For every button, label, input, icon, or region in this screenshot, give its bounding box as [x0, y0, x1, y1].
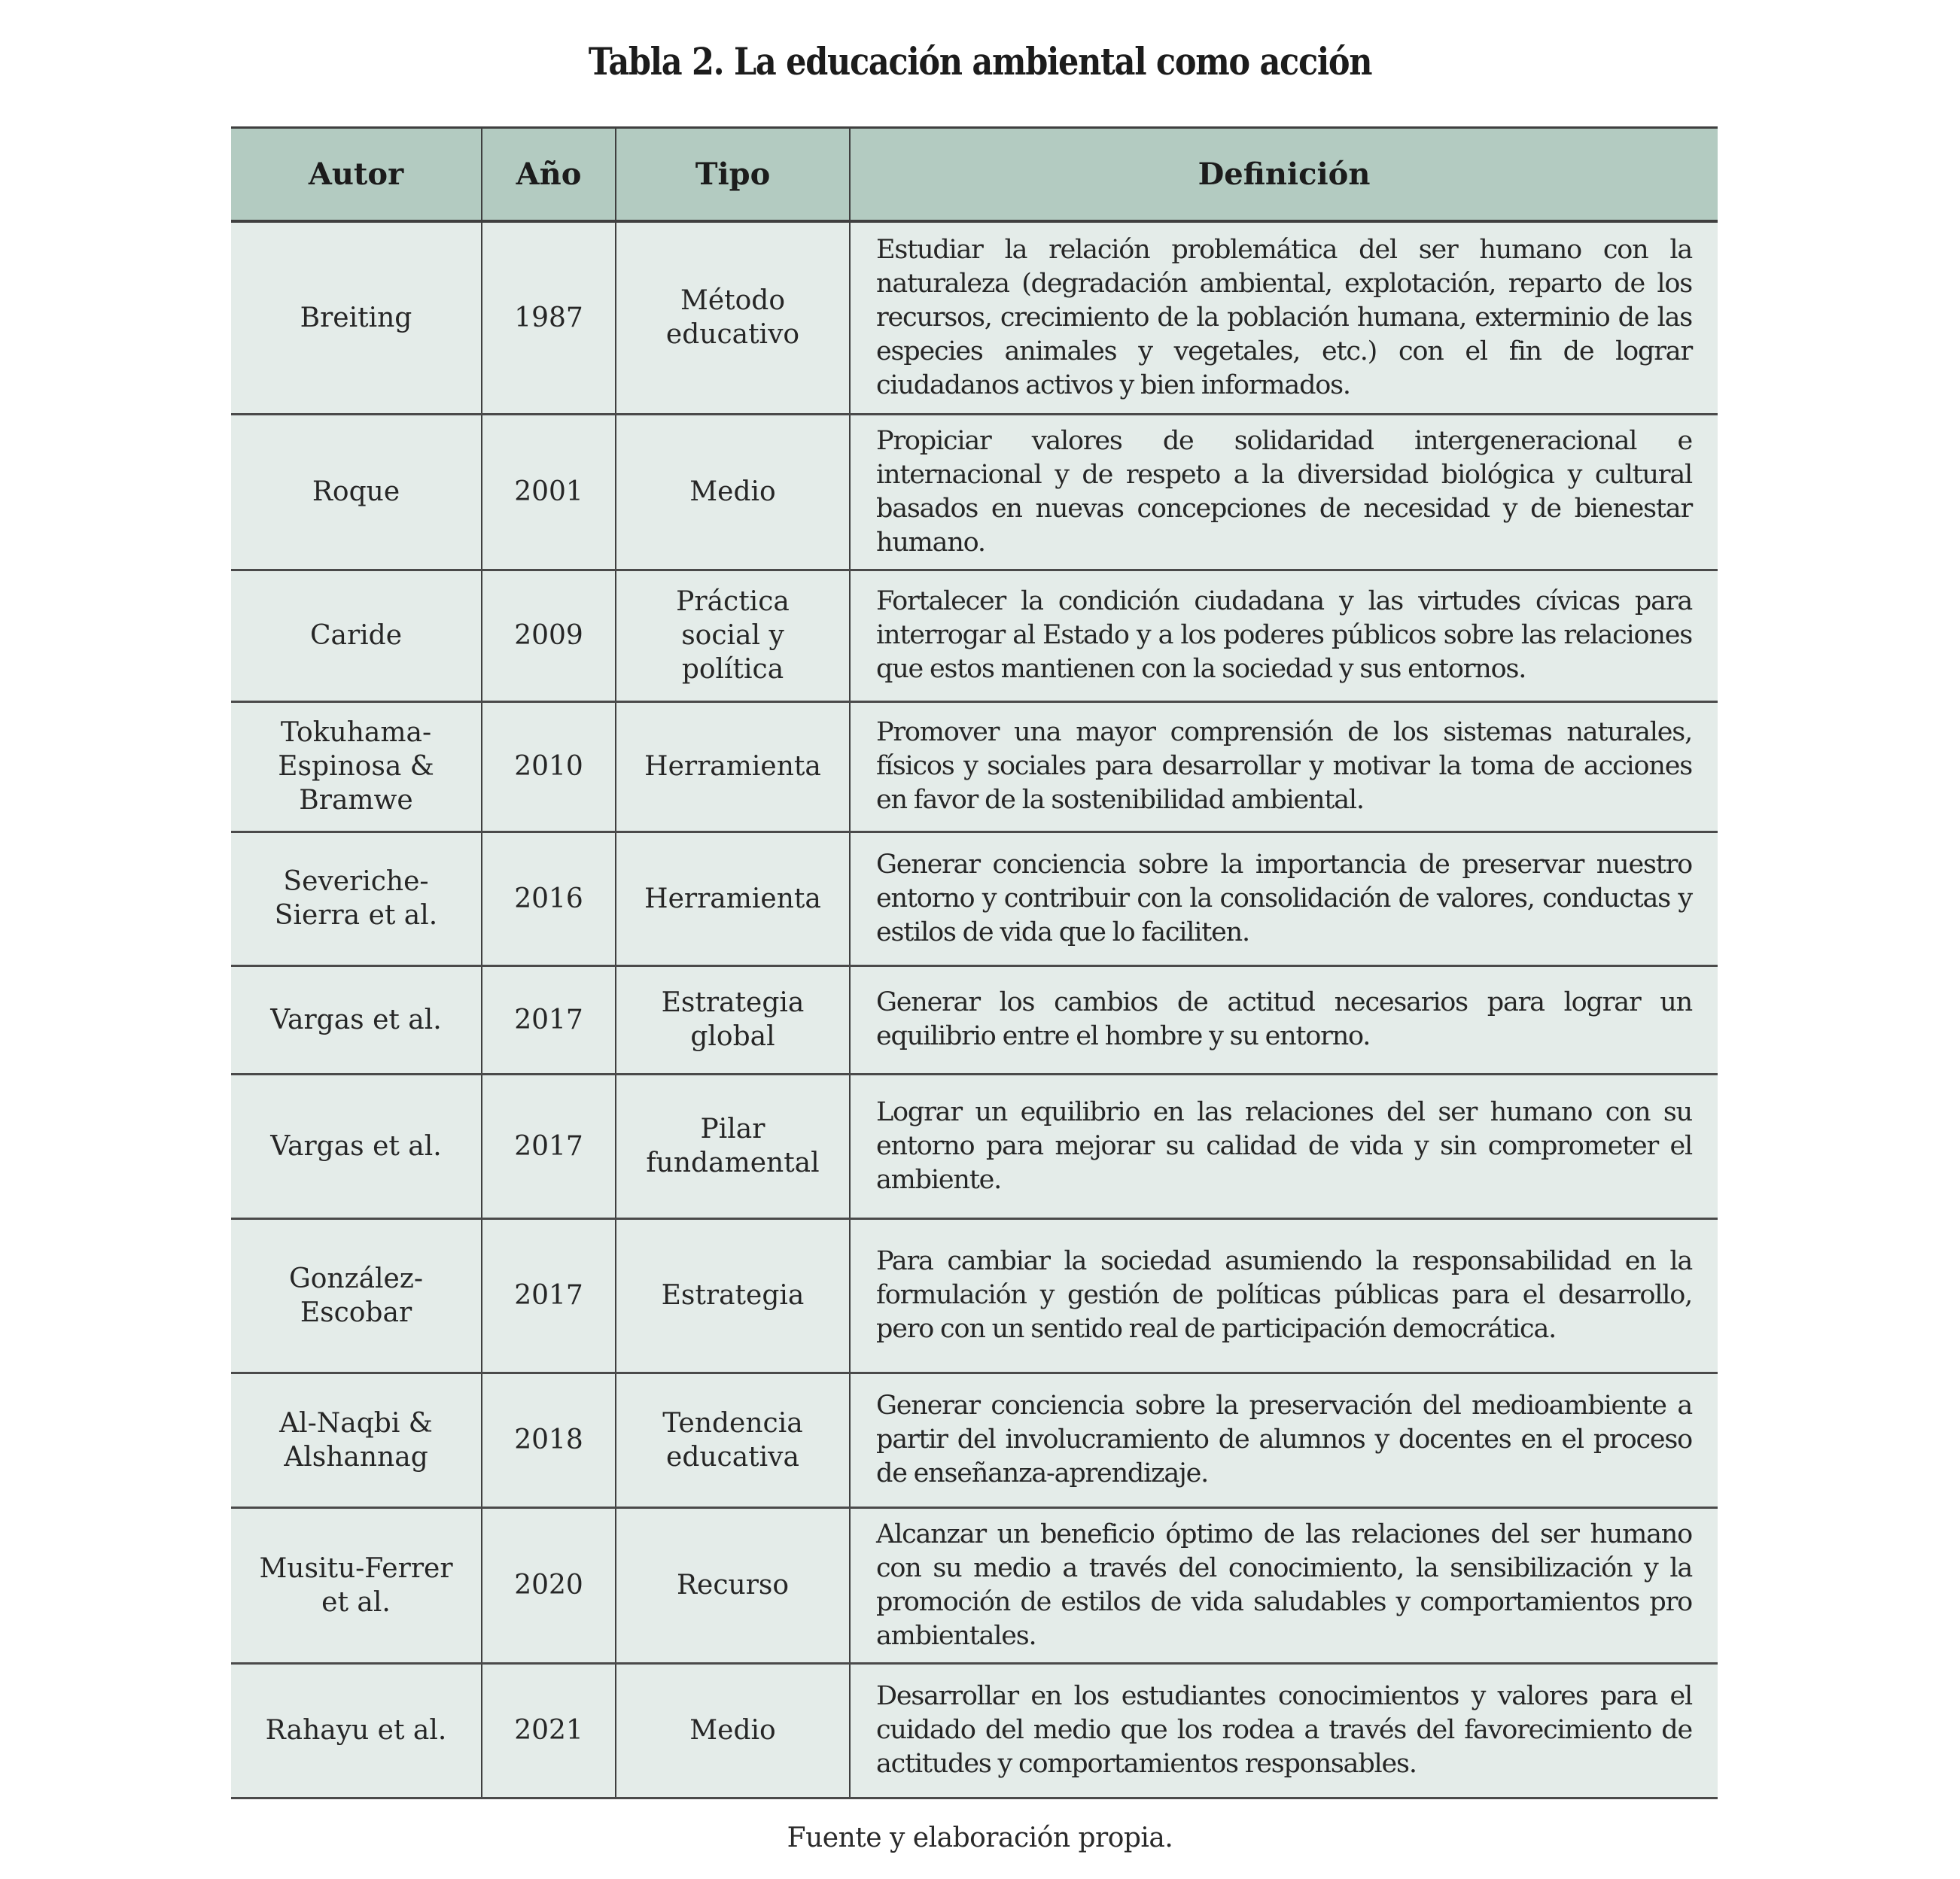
autor-text: Tokuhama-Espinosa & Bramwe	[278, 717, 434, 816]
definitions-table	[231, 126, 1718, 1799]
cell-autor: Vargas et al.	[231, 1074, 482, 1218]
tipo-text: Método educativo	[665, 285, 800, 351]
cell-autor	[231, 1373, 482, 1507]
cell-anio: 2009	[482, 570, 616, 701]
cell-autor	[231, 1218, 482, 1373]
cell-tipo	[616, 570, 850, 701]
autor-text: Musitu-Ferrer et al.	[259, 1552, 453, 1618]
cell-anio: 2010	[482, 701, 616, 832]
cell-autor: Roque	[231, 414, 482, 570]
table-row	[231, 1663, 1718, 1798]
cell-definicion	[850, 221, 1718, 414]
table-row	[231, 701, 1718, 832]
definicion-text: Estudiar la relación problemática del ser humano con la naturaleza (degradación ambiental, explotación, reparto de los recursos, crecimiento de la población humana, exterminio de las especies animales y vegetales, etc.) con el fin de lograr ciudadanos activos y bien informados.	[876, 234, 1692, 400]
table-row	[231, 570, 1718, 701]
cell-tipo	[616, 1373, 850, 1507]
cell-tipo: Estrategia	[616, 1218, 850, 1373]
definicion-text: Promover una mayor comprensión de los sistemas naturales, físicos y sociales para desarrollar y motivar la toma de acciones en favor de la sostenibilidad ambiental.	[876, 717, 1692, 815]
definicion-text: Desarrollar en los estudiantes conocimientos y valores para el cuidado del medio que los rodea a través del favorecimiento de actitudes y comportamientos responsables.	[876, 1681, 1692, 1779]
cell-definicion	[850, 1663, 1718, 1798]
cell-autor: Breiting	[231, 221, 482, 414]
cell-autor	[231, 832, 482, 965]
table-row	[231, 221, 1718, 414]
cell-anio: 2016	[482, 832, 616, 965]
column-header-anio: Año	[482, 128, 616, 222]
cell-autor: Vargas et al.	[231, 965, 482, 1074]
cell-definicion	[850, 965, 1718, 1074]
tipo-text: Tendencia educativa	[662, 1407, 803, 1473]
cell-tipo: Recurso	[616, 1507, 850, 1663]
cell-anio: 2001	[482, 414, 616, 570]
definicion-text: Generar conciencia sobre la preservación del medioambiente a partir del involucramiento de alumnos y docentes en el proceso de enseñanza-aprendizaje.	[876, 1391, 1692, 1488]
definicion-text: Propiciar valores de solidaridad intergeneracional e internacional y de respeto a la diversidad biológica y cultural basados en nuevas concepciones de necesidad y de bienestar humano.	[876, 425, 1692, 558]
definicion-text: Alcanzar un beneficio óptimo de las relaciones del ser humano con su medio a través del conocimiento, la sensibilización y la promoción de estilos de vida saludables y comportamientos pro ambientales.	[876, 1519, 1692, 1651]
table-row	[231, 965, 1718, 1074]
cell-autor	[231, 701, 482, 832]
cell-autor	[231, 1507, 482, 1663]
cell-definicion	[850, 832, 1718, 965]
table-source-caption: Fuente y elaboración propia.	[787, 1823, 1173, 1853]
table-row	[231, 1507, 1718, 1663]
definicion-text: Para cambiar la sociedad asumiendo la responsabilidad en la formulación y gestión de políticas públicas para el desarrollo, pero con un sentido real de participación democrática.	[876, 1246, 1692, 1344]
cell-autor: Rahayu et al.	[231, 1663, 482, 1798]
cell-anio: 2018	[482, 1373, 616, 1507]
cell-tipo	[616, 1074, 850, 1218]
autor-text: Severiche-Sierra et al.	[274, 866, 438, 931]
column-header-tipo: Tipo	[616, 128, 850, 222]
autor-text: Al-Naqbi & Alshannag	[279, 1407, 433, 1473]
cell-definicion	[850, 414, 1718, 570]
cell-tipo: Medio	[616, 414, 850, 570]
cell-anio: 2017	[482, 1074, 616, 1218]
header-row	[231, 128, 1718, 222]
cell-definicion	[850, 1218, 1718, 1373]
table-header	[231, 128, 1718, 222]
definicion-text: Generar los cambios de actitud necesarios para lograr un equilibrio entre el hombre y su entorno.	[876, 987, 1692, 1051]
cell-tipo	[616, 221, 850, 414]
table-row	[231, 1373, 1718, 1507]
table-row	[231, 1074, 1718, 1218]
cell-definicion	[850, 701, 1718, 832]
definicion-text: Generar conciencia sobre la importancia de preservar nuestro entorno y contribuir con la consolidación de valores, conductas y estilos de vida que lo faciliten.	[876, 849, 1692, 947]
cell-definicion	[850, 1507, 1718, 1663]
cell-definicion	[850, 1074, 1718, 1218]
table-body	[231, 221, 1718, 1798]
table-row	[231, 1218, 1718, 1373]
cell-anio: 2017	[482, 1218, 616, 1373]
definicion-text: Lograr un equilibrio en las relaciones del ser humano con su entorno para mejorar su calidad de vida y sin comprometer el ambiente.	[876, 1096, 1692, 1195]
column-header-autor: Autor	[231, 128, 482, 222]
cell-autor: Caride	[231, 570, 482, 701]
cell-anio: 2020	[482, 1507, 616, 1663]
table-row	[231, 414, 1718, 570]
column-header-definicion: Definición	[850, 128, 1718, 222]
cell-anio: 2017	[482, 965, 616, 1074]
tipo-text: Estrategia global	[661, 987, 805, 1052]
autor-text: González-Escobar	[289, 1263, 423, 1328]
cell-tipo	[616, 965, 850, 1074]
table-row	[231, 832, 1718, 965]
table-title: Tabla 2. La educación ambiental como acción	[588, 39, 1372, 84]
definicion-text: Fortalecer la condición ciudadana y las virtudes cívicas para interrogar al Estado y a los poderes públicos sobre las relaciones que estos mantienen con la sociedad y sus entornos.	[876, 586, 1692, 684]
cell-anio: 2021	[482, 1663, 616, 1798]
cell-definicion	[850, 1373, 1718, 1507]
cell-tipo: Herramienta	[616, 832, 850, 965]
tipo-text: Pilar fundamental	[646, 1114, 820, 1178]
cell-tipo: Herramienta	[616, 701, 850, 832]
cell-definicion	[850, 570, 1718, 701]
cell-anio: 1987	[482, 221, 616, 414]
cell-tipo: Medio	[616, 1663, 850, 1798]
tipo-text: Práctica social y política	[676, 586, 790, 685]
